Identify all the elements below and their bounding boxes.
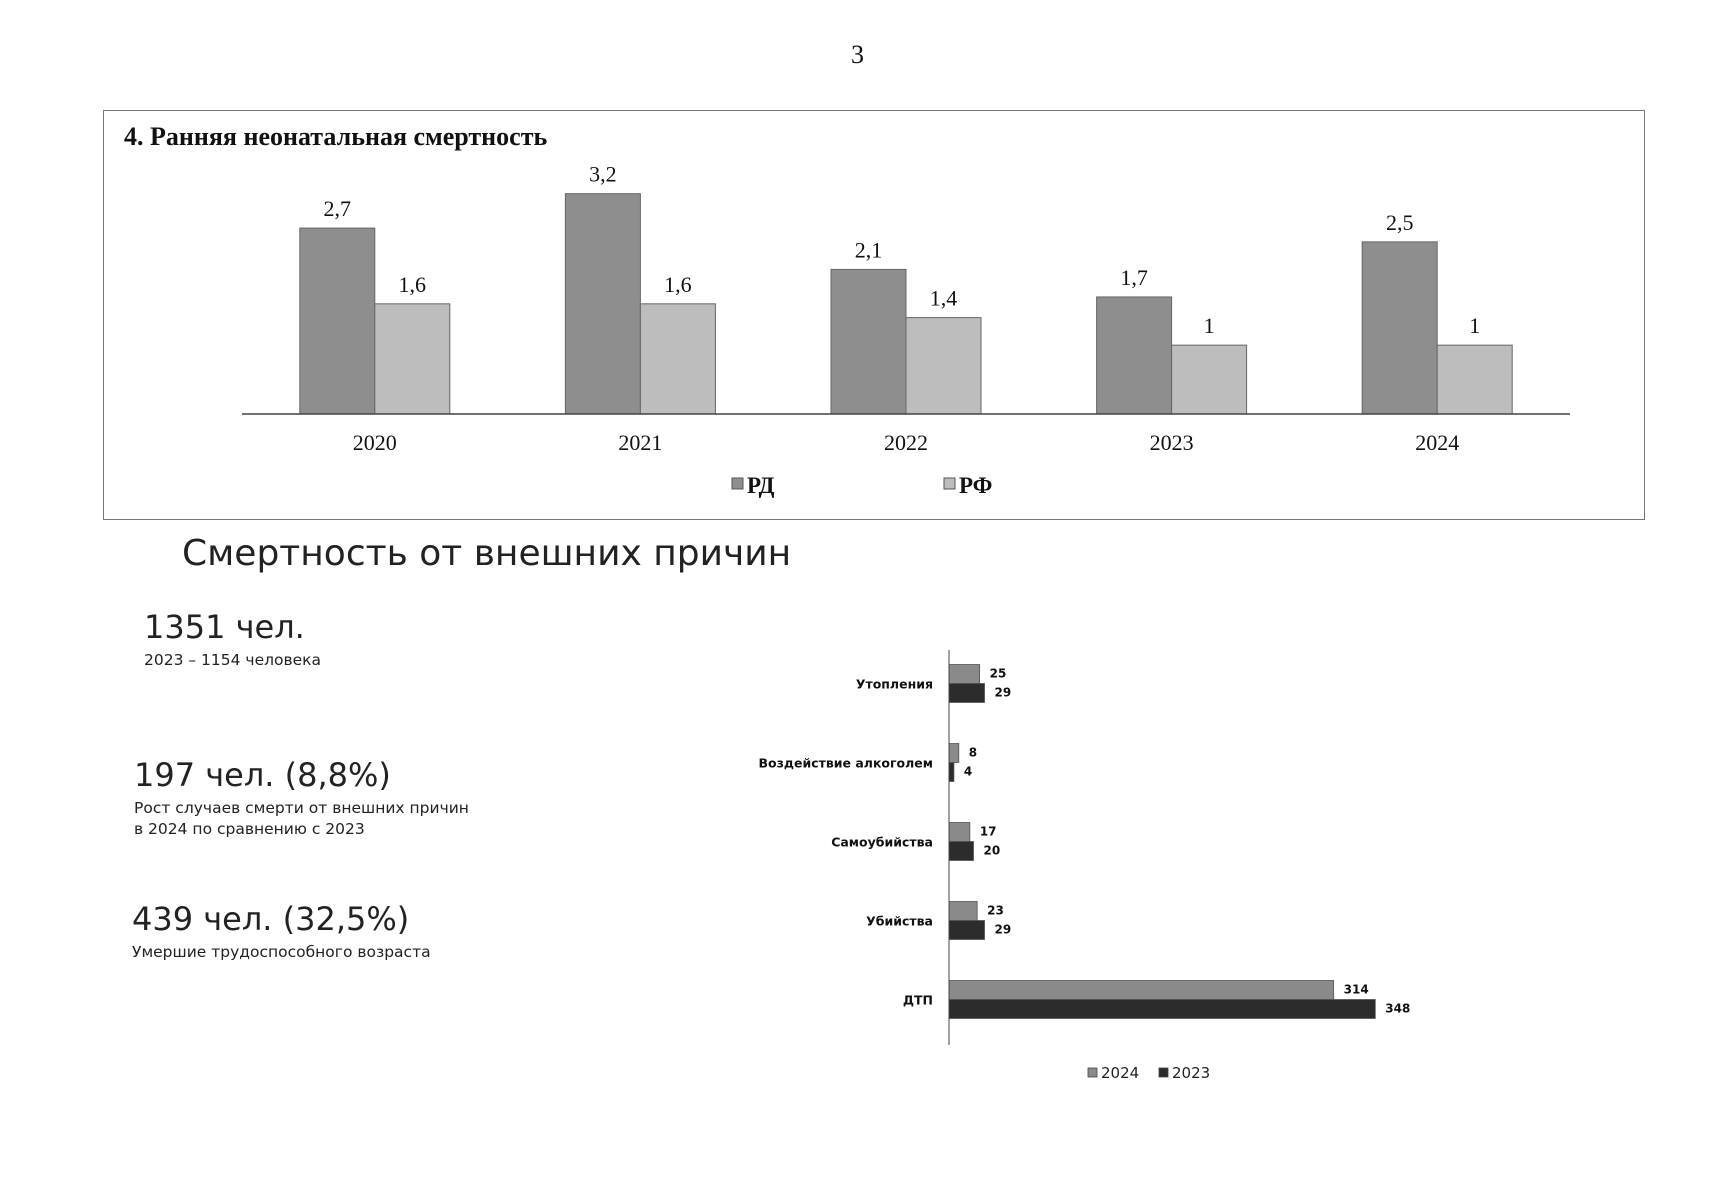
- hbar-label-2024-ДТП: 314: [1343, 982, 1369, 997]
- neonatal-chart-title: 4. Ранняя неонатальная смертность: [124, 122, 548, 151]
- hbar-2023-Утопления: [949, 684, 985, 703]
- data-label-РД-2024: 2,5: [1385, 209, 1414, 235]
- stat-working-age-value: 439 чел. (32,5%): [132, 900, 410, 938]
- legend2-swatch-2023: [1159, 1068, 1168, 1077]
- hbar-2024-ДТП: [949, 981, 1334, 1000]
- data-label-РФ-2020: 1,6: [398, 271, 427, 297]
- data-label-РФ-2021: 1,6: [664, 271, 692, 297]
- stat-working-age-caption: Умершие трудоспособного возраста: [132, 943, 431, 961]
- x-tick-2023: 2023: [1149, 430, 1194, 455]
- x-tick-2024: 2024: [1415, 430, 1460, 455]
- bar-РД-2023: [1097, 297, 1172, 414]
- stat-total-value: 1351 чел.: [144, 608, 305, 646]
- hbar-2024-Утопления: [949, 665, 980, 684]
- bar-РФ-2022: [906, 318, 981, 414]
- data-label-РД-2021: 3,2: [589, 161, 617, 187]
- hbar-label-2023-ДТП: 348: [1385, 1001, 1411, 1016]
- hbar-label-2023-Убийства: 29: [994, 922, 1012, 937]
- neonatal-mortality-chart: [0, 0, 1715, 560]
- data-label-РД-2023: 1,7: [1120, 264, 1148, 290]
- bar-РФ-2024: [1437, 345, 1512, 414]
- hbar-label-2023-Воздействие алкоголем: 4: [963, 764, 973, 779]
- page-number: 3: [851, 40, 864, 69]
- data-label-РФ-2024: 1: [1469, 313, 1481, 339]
- legend-label-РФ: РФ: [959, 473, 993, 498]
- hbar-label-2024-Утопления: 25: [989, 666, 1007, 681]
- legend-swatch-РФ: [944, 478, 955, 489]
- bar-РД-2021: [565, 194, 640, 414]
- stat-growth-caption-line2: в 2024 по сравнению с 2023: [134, 820, 365, 838]
- bar-РД-2020: [300, 228, 375, 414]
- hbar-label-2024-Убийства: 23: [987, 903, 1004, 918]
- external-causes-title: Смертность от внешних причин: [182, 533, 792, 574]
- hbar-label-2023-Самоубийства: 20: [983, 843, 1001, 858]
- stat-growth-value: 197 чел. (8,8%): [134, 756, 391, 794]
- hbar-label-2024-Самоубийства: 17: [979, 824, 997, 839]
- data-label-РД-2022: 2,1: [854, 237, 883, 263]
- hbar-2023-Убийства: [949, 921, 985, 940]
- data-label-РД-2020: 2,7: [323, 196, 352, 222]
- legend2-label-2023: 2023: [1172, 1064, 1211, 1082]
- hbar-2024-Самоубийства: [949, 823, 970, 842]
- hbar-2023-ДТП: [949, 1000, 1375, 1019]
- bar-РФ-2020: [375, 304, 450, 414]
- x-tick-2020: 2020: [352, 430, 397, 455]
- category-label-1: Воздействие алкоголем: [758, 755, 933, 771]
- hbar-2023-Воздействие алкоголем: [949, 763, 954, 782]
- x-tick-2022: 2022: [884, 430, 928, 455]
- bar-РД-2022: [831, 269, 906, 414]
- data-label-РФ-2023: 1: [1203, 313, 1215, 339]
- x-tick-2021: 2021: [618, 430, 663, 455]
- stat-growth-caption-line1: Рост случаев смерти от внешних причин: [134, 799, 469, 817]
- legend2-label-2024: 2024: [1101, 1064, 1140, 1082]
- bar-РФ-2021: [640, 304, 715, 414]
- category-label-3: Убийства: [866, 913, 933, 929]
- legend-label-РД: РД: [747, 473, 775, 498]
- hbar-2024-Убийства: [949, 902, 977, 921]
- category-label-4: ДТП: [902, 992, 933, 1008]
- category-label-2: Самоубийства: [831, 834, 933, 850]
- legend2-swatch-2024: [1088, 1068, 1097, 1077]
- legend-swatch-РД: [732, 478, 743, 489]
- hbar-2024-Воздействие алкоголем: [949, 744, 959, 763]
- category-label-0: Утопления: [855, 676, 933, 692]
- hbar-label-2024-Воздействие алкоголем: 8: [968, 745, 978, 760]
- hbar-label-2023-Утопления: 29: [994, 685, 1012, 700]
- stat-total-caption: 2023 – 1154 человека: [144, 651, 322, 669]
- hbar-2023-Самоубийства: [949, 842, 974, 861]
- bar-РФ-2023: [1172, 345, 1247, 414]
- data-label-РФ-2022: 1,4: [929, 285, 958, 311]
- bar-РД-2024: [1362, 242, 1437, 414]
